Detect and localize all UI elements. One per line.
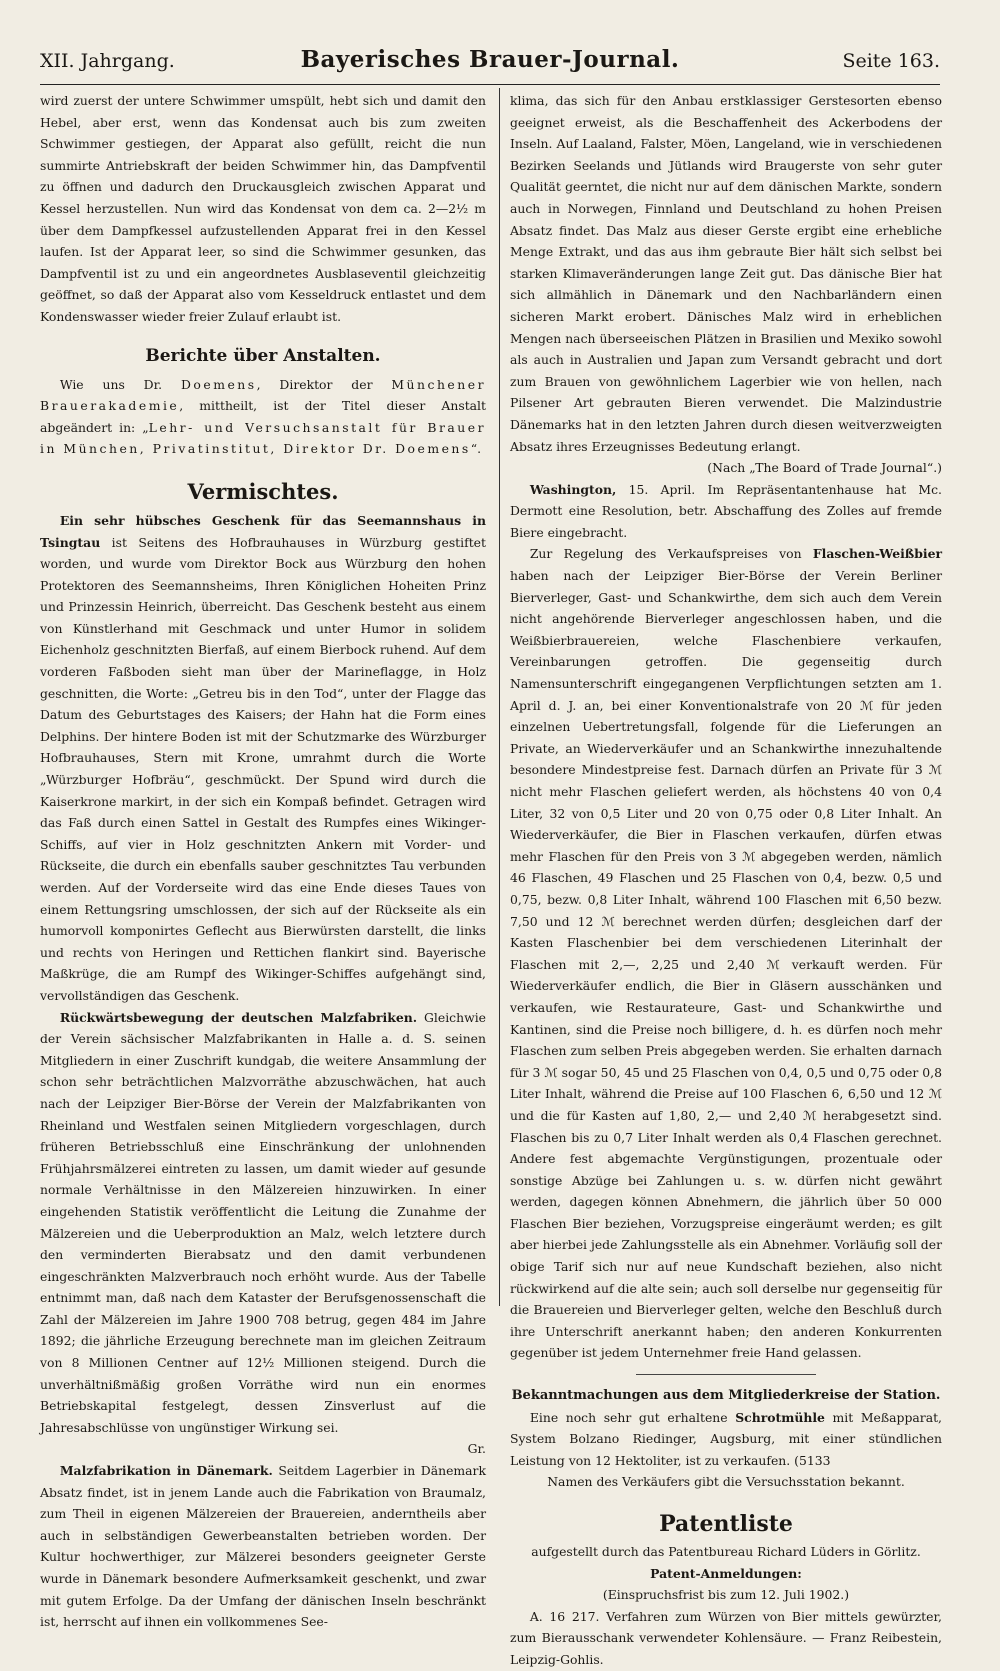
notice-text-a: Eine noch sehr gut erhaltene (529, 1409, 736, 1425)
column-divider (499, 88, 500, 1306)
berichte-name-akademie: Münchener Brauerakademie (40, 376, 486, 414)
page-number: Seite 163. (842, 50, 940, 72)
section-title-berichte: Berichte über Anstalten. (145, 345, 381, 366)
weissbier-text-a: Zur Regelung des Verkaufspreises von (529, 546, 813, 562)
patent-deadline: (Einspruchsfrist bis zum 12. Juli 1902.) (602, 1587, 850, 1603)
journal-title: Bayerisches Brauer-Journal. (300, 46, 680, 73)
patent-entry: A. 16 217. Verfahren zum Würzen von Bier mittels gewürzter, zum Bierausschank verwendeter Kohlensäure. — Franz Reibestein, Leipzig-Gohlis. (510, 1608, 942, 1667)
notice-text-b: mit Meßapparat, System Bolzano Riedinger, Augsburg, mit einer stündlichen Leistung von 12 Hektoliter, ist zu verkaufen. (510, 1409, 943, 1468)
source-note: (Nach „The Board of Trade Journal“.) (707, 460, 942, 476)
berichte-text-b: , Direktor der (256, 376, 392, 392)
patent-heading: Patent-Anmeldungen: (650, 1565, 802, 1581)
item-2-text: Gleichwie der Verein sächsischer Malzfabrikanten in Halle a. d. S. seinen Mitgliedern in einer Zuschrift kundgab, die weitere Ansammlung der schon sehr beträchtlichen Malzvorräthe abzuschwächen, hat auch nach der Leipziger Bier-Börse der Verein der Malzfabrikanten von Rheinland und Westfalen seinen Mitgliedern vorgeschlagen, durch früheren Betriebsschluß eine Einschränkung der unlohnenden Frühjahrsmälzerei eintreten zu lassen, um damit wieder auf gesunde normale Verhältnisse in den Mälzereien hinzuwirken. In einer eingehenden Statistik veröffentlicht die Leitung die Zunahme der Mälzereien und die Ueberproduktion an Malz, welch letztere durch den verminderten Bierabsatz und den damit verbundenen eingeschränkten Malzverbrauch noch erhöht wurde. Aus der Tabelle entnimmt man, daß nach dem Kataster der Berufsgenossenschaft die Zahl der Mälzereien im Jahre 1900 708 betrug, gegen 484 im Jahre 1892; die jährliche Erzeugung berechnete man im gleichen Zeitraum von 8 Millionen Centner auf 12½ Millionen steigend. Durch die unverhältnißmäßig großen Vorräthe wird nun ein enormes Betriebskapital festgelegt, dessen Zinsverlust auf die Jahresabschlüsse von ungünstiger Wirkung sei. (40, 1009, 486, 1435)
berichte-text-a: Wie uns Dr. (59, 376, 181, 392)
item-1-text: ist Seitens des Hofbrauhauses in Würzburg gestiftet worden, und wurde vom Direktor Bock aus Würzburg den hohen Protektoren des Seemannsheims, Ihren Königlichen Hoheiten Prinz und Prinzessin Heinrich, überreicht. Das Geschenk besteht aus einem von Künstlerhand mit Geschmack und unter Humor in solidem Eichenholz geschnitzten Bierfaß, auf einem Bierbock ruhend. Auf dem vorderen Faßboden sieht man über der Marineflagge, in Holz geschnitten, die Worte: „Getreu bis in den Tod“, unter der Flagge das Datum des Geburtstages des Kaisers; der Hahn hat die Form eines Delphins. Der hintere Boden ist mit der Schutzmarke des Würzburger Hofbrauhauses, Stern mit Krone, umrahmt durch die Worte „Würzburger Hofbräu“, geschmückt. Der Spund wird durch die Kaiserkrone markirt, in der sich ein Kompaß befindet. Getragen wird das Faß durch einen Sattel in Gestalt des Rumpfes eines Wikinger-Schiffs, auf vier in Holz geschnitzten Ankern mit Vorder- und Rückseite, die durch ein ebenfalls sauber geschnitztes Tau verbunden werden. Auf der Vorderseite wird das eine Ende dieses Taues von einem Rettungsring umschlossen, der sich auf der Rückseite als ein humorvoll komponirtes Geflecht aus Bierwürsten darstellt, die links und rechts von Heringen und Rettichen flankirt sind. Bayerische Maßkrüge, die am Rumpf des Wikinger-Schiffes aufgehängt sind, vervollständigen das Geschenk. (40, 534, 486, 1003)
page-header (40, 46, 940, 76)
item-3-text: Seitdem Lagerbier in Dänemark Absatz findet, ist in jenem Lande auch die Fabrikation von Braumalz, zum Theil in eigenen Mälzereien der Brauereien, anderntheils aber auch in selbständigen Gewerbeanstalten betrieben worden. Der Kultur hochwerthiger, zur Mälzerei besonders geeigneter Gerste wurde in Dänemark besondere Aufmerksamkeit geschenkt, und zwar mit gutem Erfolge. Da der Umfang der dänischen Inseln beschränkt ist, herrscht auf ihnen ein vollkommenes See- (40, 1463, 486, 1630)
vermischtes-item-3 (40, 1460, 486, 1633)
notice-bold: Schrotmühle (735, 1409, 825, 1425)
weissbier-item (510, 543, 942, 1364)
article-continuation: wird zuerst der untere Schwimmer umspült, hebt sich und damit den Hebel, aber erst, wenn das Kondensat auch bis zum zweiten Schwimmer gestiegen, der Apparat also gefüllt, reicht die nun summirte Antriebskraft der beiden Schwimmer hin, das Dampfventil zu öffnen und dadurch den Druckausgleich zwischen Apparat und Kessel herzustellen. Nun wird das Kondensat von dem ca. 2—2½ m über dem Dampfkessel aufzustellenden Apparat frei in den Kessel laufen. Ist der Apparat leer, so sind die Schwimmer gesunken, das Dampfventil ist zu und ein angeordnetes Ausblaseventil gleichzeitig geöffnet, so daß der Apparat also vom Kesseldruck entlastet und dem Kondenswasser wieder freier Zulauf erlaubt ist. (40, 93, 486, 324)
notice-title: Bekanntmachungen aus dem Mitgliederkreise der Station. (511, 1388, 941, 1404)
left-column (40, 90, 486, 1633)
weissbier-bold: Flaschen-Weißbier (812, 546, 942, 562)
daenemark-continuation: klima, das sich für den Anbau erstklassiger Gerstesorten ebenso geeignet erweist, als die Beschaffenheit des Ackerbodens der Inseln. Auf Laaland, Falster, Möen, Langeland, wie in verschiedenen Bezirken Seelands und Jütlands wird Braugerste von sehr guter Qualität geerntet, die nicht nur auf dem dänischen Markte, sondern auch in Norwegen, Finnland und Deutschland zu hohen Preisen Absatz findet. Das Malz aus dieser Gerste ergibt eine erhebliche Menge Extrakt, und das aus ihm gebraute Bier hält sich selbst bei starken Klimaveränderungen lange Zeit gut. Das dänische Bier hat sich allmählich in Dänemark und den Nachbarländern einen sicheren Markt erobert. Dänisches Malz wird in erheblichen Mengen nach überseeischen Plätzen in Brasilien und Mexiko sowohl als auch in Australien und Japan zum Versandt gebracht und dort zum Brauen von gewöhnlichem Lagerbier wie von hellen, nach Pilsener Art gebrauten Bieren verwendet. Die Malzindustrie Dänemarks hat in den letzten Jahren durch diesen weitverzweigten Absatz ihres Erzeugnisses Bedeutung erlangt. (510, 93, 942, 454)
item-3-lead: Malzfabrikation in Dänemark. (59, 1463, 273, 1479)
notice-paragraph (510, 1407, 942, 1472)
item-2-lead: Rückwärtsbewegung der deutschen Malzfabriken. (59, 1009, 418, 1025)
notice-number: (5133 (794, 1452, 831, 1468)
patent-subtitle: aufgestellt durch das Patentbureau Richard Lüders in Görlitz. (531, 1544, 921, 1559)
washington-text: 15. April. Im Repräsentantenhause hat Mc. Dermott eine Resolution, betr. Abschaffung des Zolles auf fremde Biere eingebracht. (510, 481, 942, 540)
vermischtes-item-2 (40, 1007, 486, 1439)
washington-lead: Washington, (529, 481, 617, 497)
berichte-new-name: Lehr- und Versuchsanstalt für Brauer in München, Privatinstitut, Direktor Dr. Doemens (40, 419, 486, 457)
item-1-lead: Ein sehr hübsches Geschenk für das Seemannshaus in Tsingtau (40, 512, 486, 550)
washington-item (510, 479, 942, 544)
section-title-vermischtes: Vermischtes. (187, 478, 339, 504)
berichte-text-d: “. (470, 441, 482, 457)
patent-title: Patentliste (659, 1511, 793, 1537)
right-column (510, 90, 942, 1671)
divider-rule (636, 1374, 816, 1375)
item-2-signature: Gr. (467, 1441, 486, 1457)
weissbier-text-b: haben nach der Leipziger Bier-Börse der Verein Berliner Bierverleger, Gast- und Schankwirthe, dem sich auch dem Verein nicht angehörende Bierverleger angeschlossen haben, und die Weißbierbrauereien, welche Flaschenbiere verkaufen, Vereinbarungen getroffen. Die gegenseitig durch Namensunterschrift eingegangenen Verpflichtungen setzten am 1. April d. J. an, bei einer Konventionalstrafe von 20 ℳ für jeden einzelnen Uebertretungsfall, folgende für die Lieferungen an Private, an Wiederverkäufer und an Schankwirthe innezuhaltende besondere Mindestpreise fest. Darnach dürfen an Private für 3 ℳ nicht mehr Flaschen geliefert werden, als höchstens 40 von 0,4 Liter, 32 von 0,5 Liter und 20 von 0,75 oder 0,8 Liter Inhalt. An Wiederverkäufer, die Bier in Flaschen verkaufen, dürfen etwas mehr Flaschen für den Preis von 3 ℳ abgegeben werden, nämlich 46 Flaschen, 49 Flaschen und 25 Flaschen von 0,4, bezw. 0,5 und 0,75, bezw. 0,8 Liter Inhalt, während 100 Flaschen mit 6,50 bezw. 7,50 und 12 ℳ berechnet werden dürfen; desgleichen darf der Kasten Flaschenbier bei dem verschiedenen Literinhalt der Flaschen mit 2,—, 2,25 und 2,40 ℳ verkauft werden. Für Wiederverkäufer endlich, die Bier in Gläsern ausschänken und verkaufen, wie Restaurateure, Gast- und Schankwirthe und Kantinen, sind die Preise noch billigere, d. h. es dürfen noch mehr Flaschen zum selben Preis abgegeben werden. Sie erhalten darnach für 3 ℳ sogar 50, 45 und 25 Flaschen von 0,4, 0,5 und 0,75 oder 0,8 Liter Inhalt, während die Preise auf 100 Flaschen 6, 6,50 und 12 ℳ und die für Kasten auf 1,80, 2,— und 2,40 ℳ herabgesetzt sind. Flaschen bis zu 0,7 Liter Inhalt werden als 0,4 Flaschen gerechnet. Andere fest abgemachte Vergünstigungen, prozentuale oder sonstige Abzüge bei Zahlungen u. s. w. dürfen nicht gewährt werden, dagegen können Abnehmern, die jährlich über 50 000 Flaschen Bier beziehen, Vorzugspreise eingeräumt werden; es gilt aber hierbei jede Zahlungsstelle als ein Abnehmer. Vorläufig soll der obige Tarif sich nur auf neue Kundschaft beziehen, also nicht rückwirkend auf die alte sein; auch soll derselbe nur gegenseitig für die Brauereien und Bierverleger gelten, welche den Beschluß durch ihre Unterschrift anerkannt haben; den anderen Konkurrenten gegenüber ist jedem Unternehmer freie Hand gelassen. (510, 568, 942, 1361)
berichte-name-doemens: Doemens (180, 376, 257, 392)
berichte-paragraph (40, 374, 486, 460)
volume-label: XII. Jahrgang. (40, 50, 175, 72)
header-rule (40, 84, 940, 85)
notice-contact: Namen des Verkäufers gibt die Versuchsstation bekannt. (547, 1474, 905, 1490)
berichte-text-c: , mittheilt, ist der Titel dieser Anstalt abgeändert in: „ (40, 398, 486, 435)
vermischtes-item-1 (40, 510, 486, 1007)
